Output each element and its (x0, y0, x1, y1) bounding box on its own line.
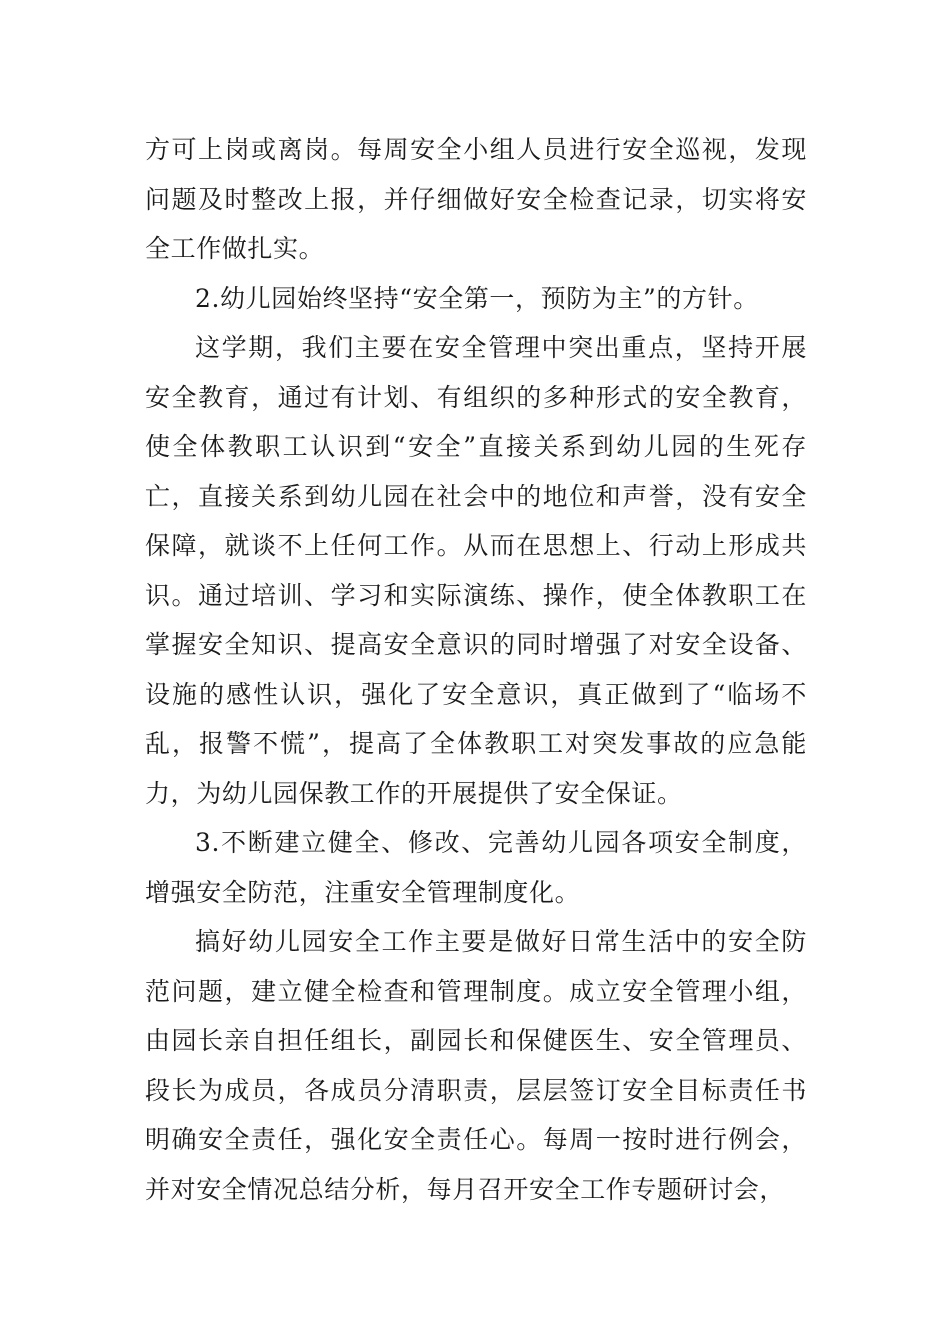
paragraph-5: 搞好幼儿园安全工作主要是做好日常生活中的安全防范问题，建立健全检查和管理制度。成立安全管理小组，由园长亲自担任组长，副园长和保健医生、安全管理员、段长为成员，各成员分清职责，层层签订安全目标责任书明确安全责任，强化安全责任心。每周一按时进行例会，并对安全情况总结分析，每月召开安全工作专题研讨会， (145, 927, 807, 1204)
paragraph-2-heading: 2.幼儿园始终坚持“安全第一，预防为主”的方针。 (195, 283, 759, 313)
paragraph-4-heading: 3.不断建立健全、修改、完善幼儿园各项安全制度，增强安全防范，注重安全管理制度化。 (145, 828, 807, 907)
document-body (145, 125, 807, 1214)
paragraph-3: 这学期，我们主要在安全管理中突出重点，坚持开展安全教育，通过有计划、有组织的多种形式的安全教育，使全体教职工认识到“安全”直接关系到幼儿园的生死存亡，直接关系到幼儿园在社会中的地位和声誉，没有安全保障，就谈不上任何工作。从而在思想上、行动上形成共识。通过培训、学习和实际演练、操作，使全体教职工在掌握安全知识、提高安全意识的同时增强了对安全设备、设施的感性认识，强化了安全意识，真正做到了“临场不乱，报警不慌”，提高了全体教职工对突发事故的应急能力，为幼儿园保教工作的开展提供了安全保证。 (145, 333, 807, 808)
paragraph-1: 方可上岗或离岗。每周安全小组人员进行安全巡视，发现问题及时整改上报，并仔细做好安全检查记录，切实将安全工作做扎实。 (145, 135, 807, 263)
